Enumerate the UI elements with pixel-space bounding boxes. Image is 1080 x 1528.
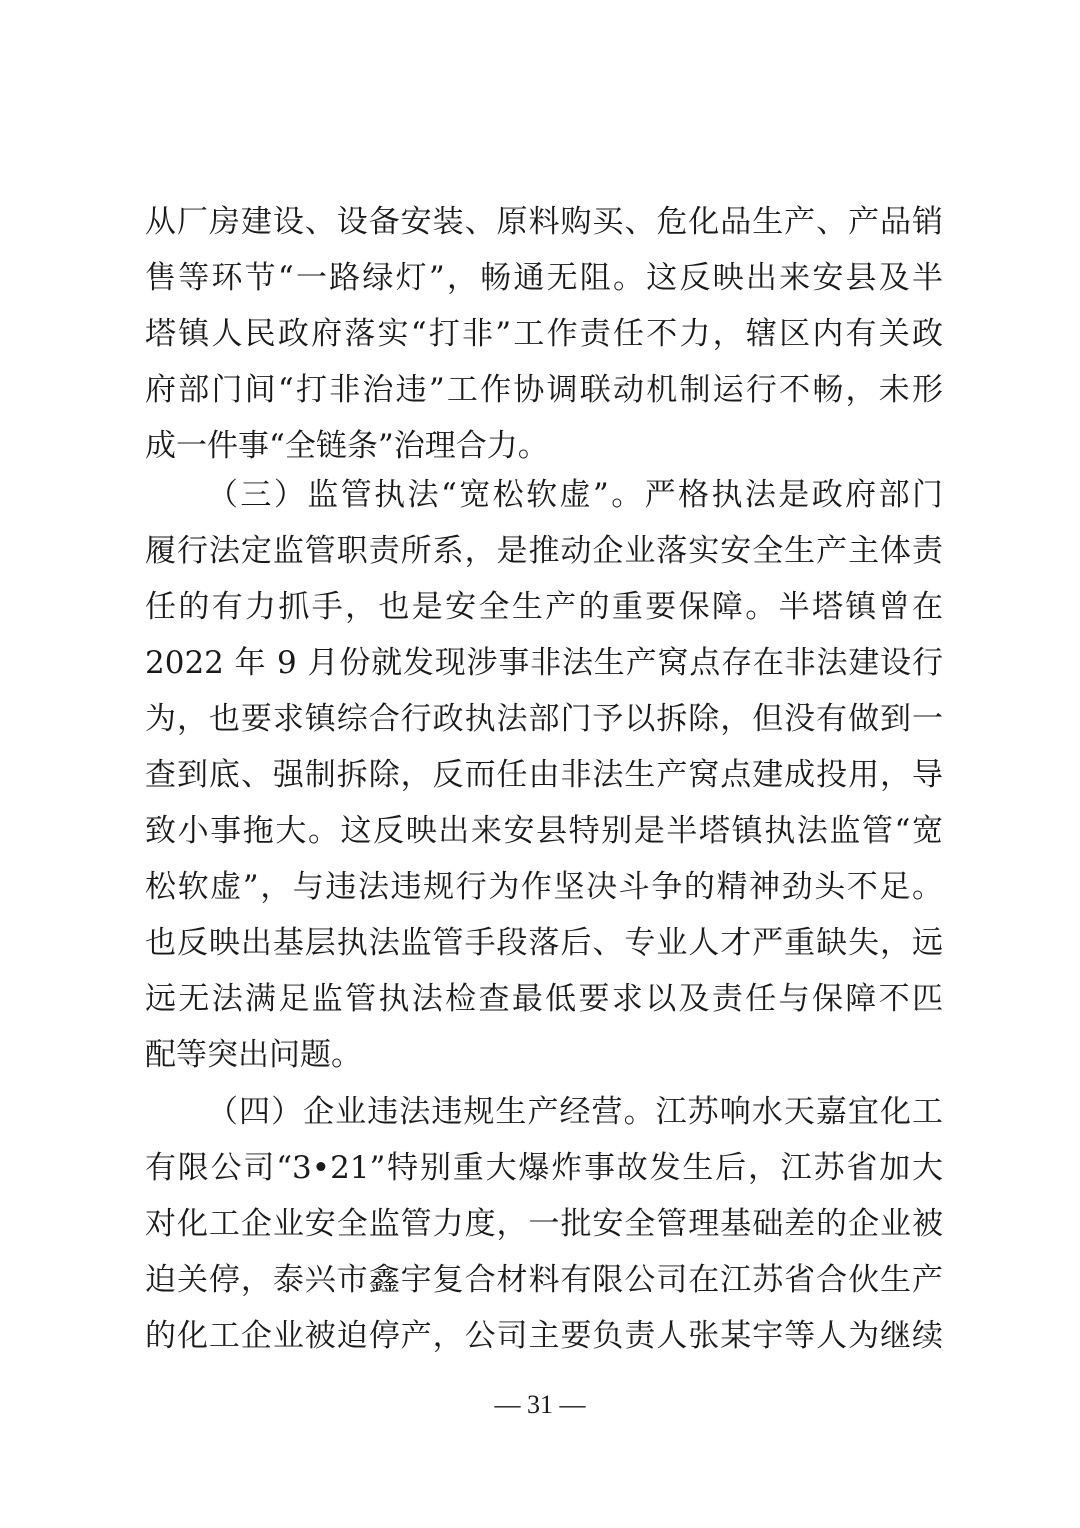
paragraph-2-line-4: 2022 年 9 月份就发现涉事非法生产窝点存在非法建设行 [145,645,943,681]
paragraph-2-line-8: 松软虚”，与违法违规行为作坚决斗争的精神劲头不足。 [145,869,943,905]
paragraph-3-line-5: 的化工企业被迫停产，公司主要负责人张某宇等人为继续 [145,1318,943,1354]
paragraph-2-line-11: 配等突出问题。 [145,1037,362,1073]
paragraph-1-line-3: 塔镇人民政府落实“打非”工作责任不力，辖区内有关政 [145,316,943,352]
paragraph-3-line-3: 对化工企业安全监管力度，一批安全管理基础差的企业被 [145,1206,943,1242]
paragraph-1-line-4: 府部门间“打非治违”工作协调联动机制运行不畅，未形 [145,372,943,408]
section-3-heading-line: （三）监管执法“宽松软虚”。严格执法是政府部门 [207,477,943,513]
paragraph-2-line-6: 查到底、强制拆除，反而任由非法生产窝点建成投用，导 [145,757,943,793]
paragraph-3-line-2: 有限公司“3•21”特别重大爆炸事故发生后，江苏省加大 [145,1150,943,1186]
paragraph-2-line-10: 远无法满足监管执法检查最低要求以及责任与保障不匹 [145,981,943,1017]
section-4-heading-line: （四）企业违法违规生产经营。江苏响水天嘉宜化工 [207,1094,943,1130]
paragraph-1-line-5: 成一件事“全链条”治理合力。 [145,428,549,464]
paragraph-2-line-9: 也反映出基层执法监管手段落后、专业人才严重缺失，远 [145,925,943,961]
paragraph-2-line-5: 为，也要求镇综合行政执法部门予以拆除，但没有做到一 [145,701,943,737]
paragraph-1-line-1: 从厂房建设、设备安装、原料购买、危化品生产、产品销 [145,204,943,240]
paragraph-3-line-4: 迫关停，泰兴市鑫宇复合材料有限公司在江苏省合伙生产 [145,1262,943,1298]
paragraph-2-line-7: 致小事拖大。这反映出来安县特别是半塔镇执法监管“宽 [145,813,943,849]
page-number: — 31 — [494,1390,586,1419]
paragraph-1-line-2: 售等环节“一路绿灯”，畅通无阻。这反映出来安县及半 [145,260,943,296]
paragraph-2-line-2: 履行法定监管职责所系，是推动企业落实安全生产主体责 [145,533,943,569]
paragraph-2-line-3: 任的有力抓手，也是安全生产的重要保障。半塔镇曾在 [145,589,943,625]
